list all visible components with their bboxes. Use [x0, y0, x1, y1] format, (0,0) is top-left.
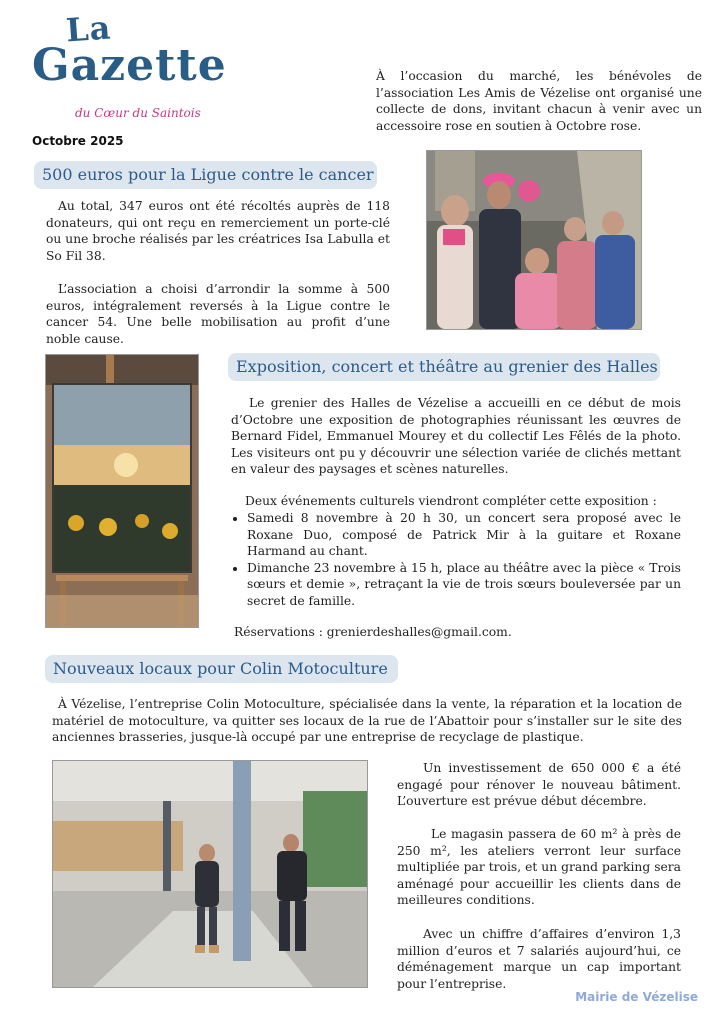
article3-paragraph-1: Un investissement de 650 000 € a été engagé pour rénover le nouveau bâtiment. L’ouverture est prévue début décembre. [397, 761, 681, 809]
article1-paragraph-1: Au total, 347 euros ont été récoltés auprès de 118 donateurs, qui ont reçu en remerciement un porte-clé ou une broche réalisés par les créatrices Isa Labulla et So Fil 38. [46, 199, 390, 263]
article3-intro: À Vézelise, l’entreprise Colin Motoculture, spécialisée dans la vente, la réparation et la location de matériel de motoculture, va quitter ses locaux de la rue de l’Abattoir pour s’installer sur le site des anciennes brasseries, jusque-là occupé par une entreprise de recyclage de plastique. [52, 697, 682, 745]
article1-heading: 500 euros pour la Ligue contre le cancer [34, 161, 377, 189]
event-item: • Dimanche 23 novembre à 15 h, place au théâtre avec la pièce « Trois sœurs et demie », retraçant la vie de trois sœurs bouleversée par un secret de famille. [247, 560, 681, 610]
footer-signature: Mairie de Vézelise [575, 990, 698, 1004]
volunteers-photo [426, 150, 642, 330]
exhibition-photo [45, 354, 199, 628]
article2-paragraph: Le grenier des Halles de Vézelise a accueilli en ce début de mois d’Octobre une exposition de photographies réunissant les œuvres de Bernard Fidel, Emmanuel Mourey et du collectif Les Fêlés de la photo. Les visiteurs ont pu y découvrir une sélection variée de clichés mettant en valeur des paysages et scènes naturelles. [231, 396, 681, 477]
article1-paragraph-2: L’association a choisi d’arrondir la somme à 500 euros, intégralement reversés à la Ligue contre le cancer 54. Une belle mobilisation au profit d’une noble cause. [46, 282, 390, 346]
intro-paragraph: À l’occasion du marché, les bénévoles de l’association Les Amis de Vézelise ont organisé une collecte de dons, invitant chacun à venir avec un accessoire rose en soutien à Octobre rose. [376, 69, 702, 133]
article3-paragraph-2: Le magasin passera de 60 m² à près de 250 m², les ateliers verront leur surface multipliée par trois, et un grand parking sera aménagé pour accueillir les clients dans de meilleures conditions. [397, 827, 681, 908]
edition-date: Octobre 2025 [32, 134, 124, 148]
new-premises-photo [52, 760, 368, 988]
article2-events-list [231, 510, 681, 610]
article2-events-intro: Deux événements culturels viendront compléter cette exposition : [245, 494, 657, 508]
masthead-subtitle: du Cœur du Saintois [75, 106, 201, 120]
article2-reservations: Réservations : grenierdeshalles@gmail.com. [234, 625, 512, 639]
masthead-title: Gazette [32, 40, 227, 91]
masthead-title-la: La [64, 8, 113, 50]
article3-heading: Nouveaux locaux pour Colin Motoculture [45, 655, 398, 683]
article2-heading: Exposition, concert et théâtre au grenier des Halles [228, 353, 660, 381]
article3-paragraph-3: Avec un chiffre d’affaires d’environ 1,3 million d’euros et 7 salariés aujourd’hui, ce déménagement marque un cap important pour l’entreprise. [397, 927, 681, 991]
event-item: • Samedi 8 novembre à 20 h 30, un concert sera proposé avec le Roxane Duo, composé de Patrick Mir à la guitare et Roxane Harmand au chant. [247, 510, 681, 560]
